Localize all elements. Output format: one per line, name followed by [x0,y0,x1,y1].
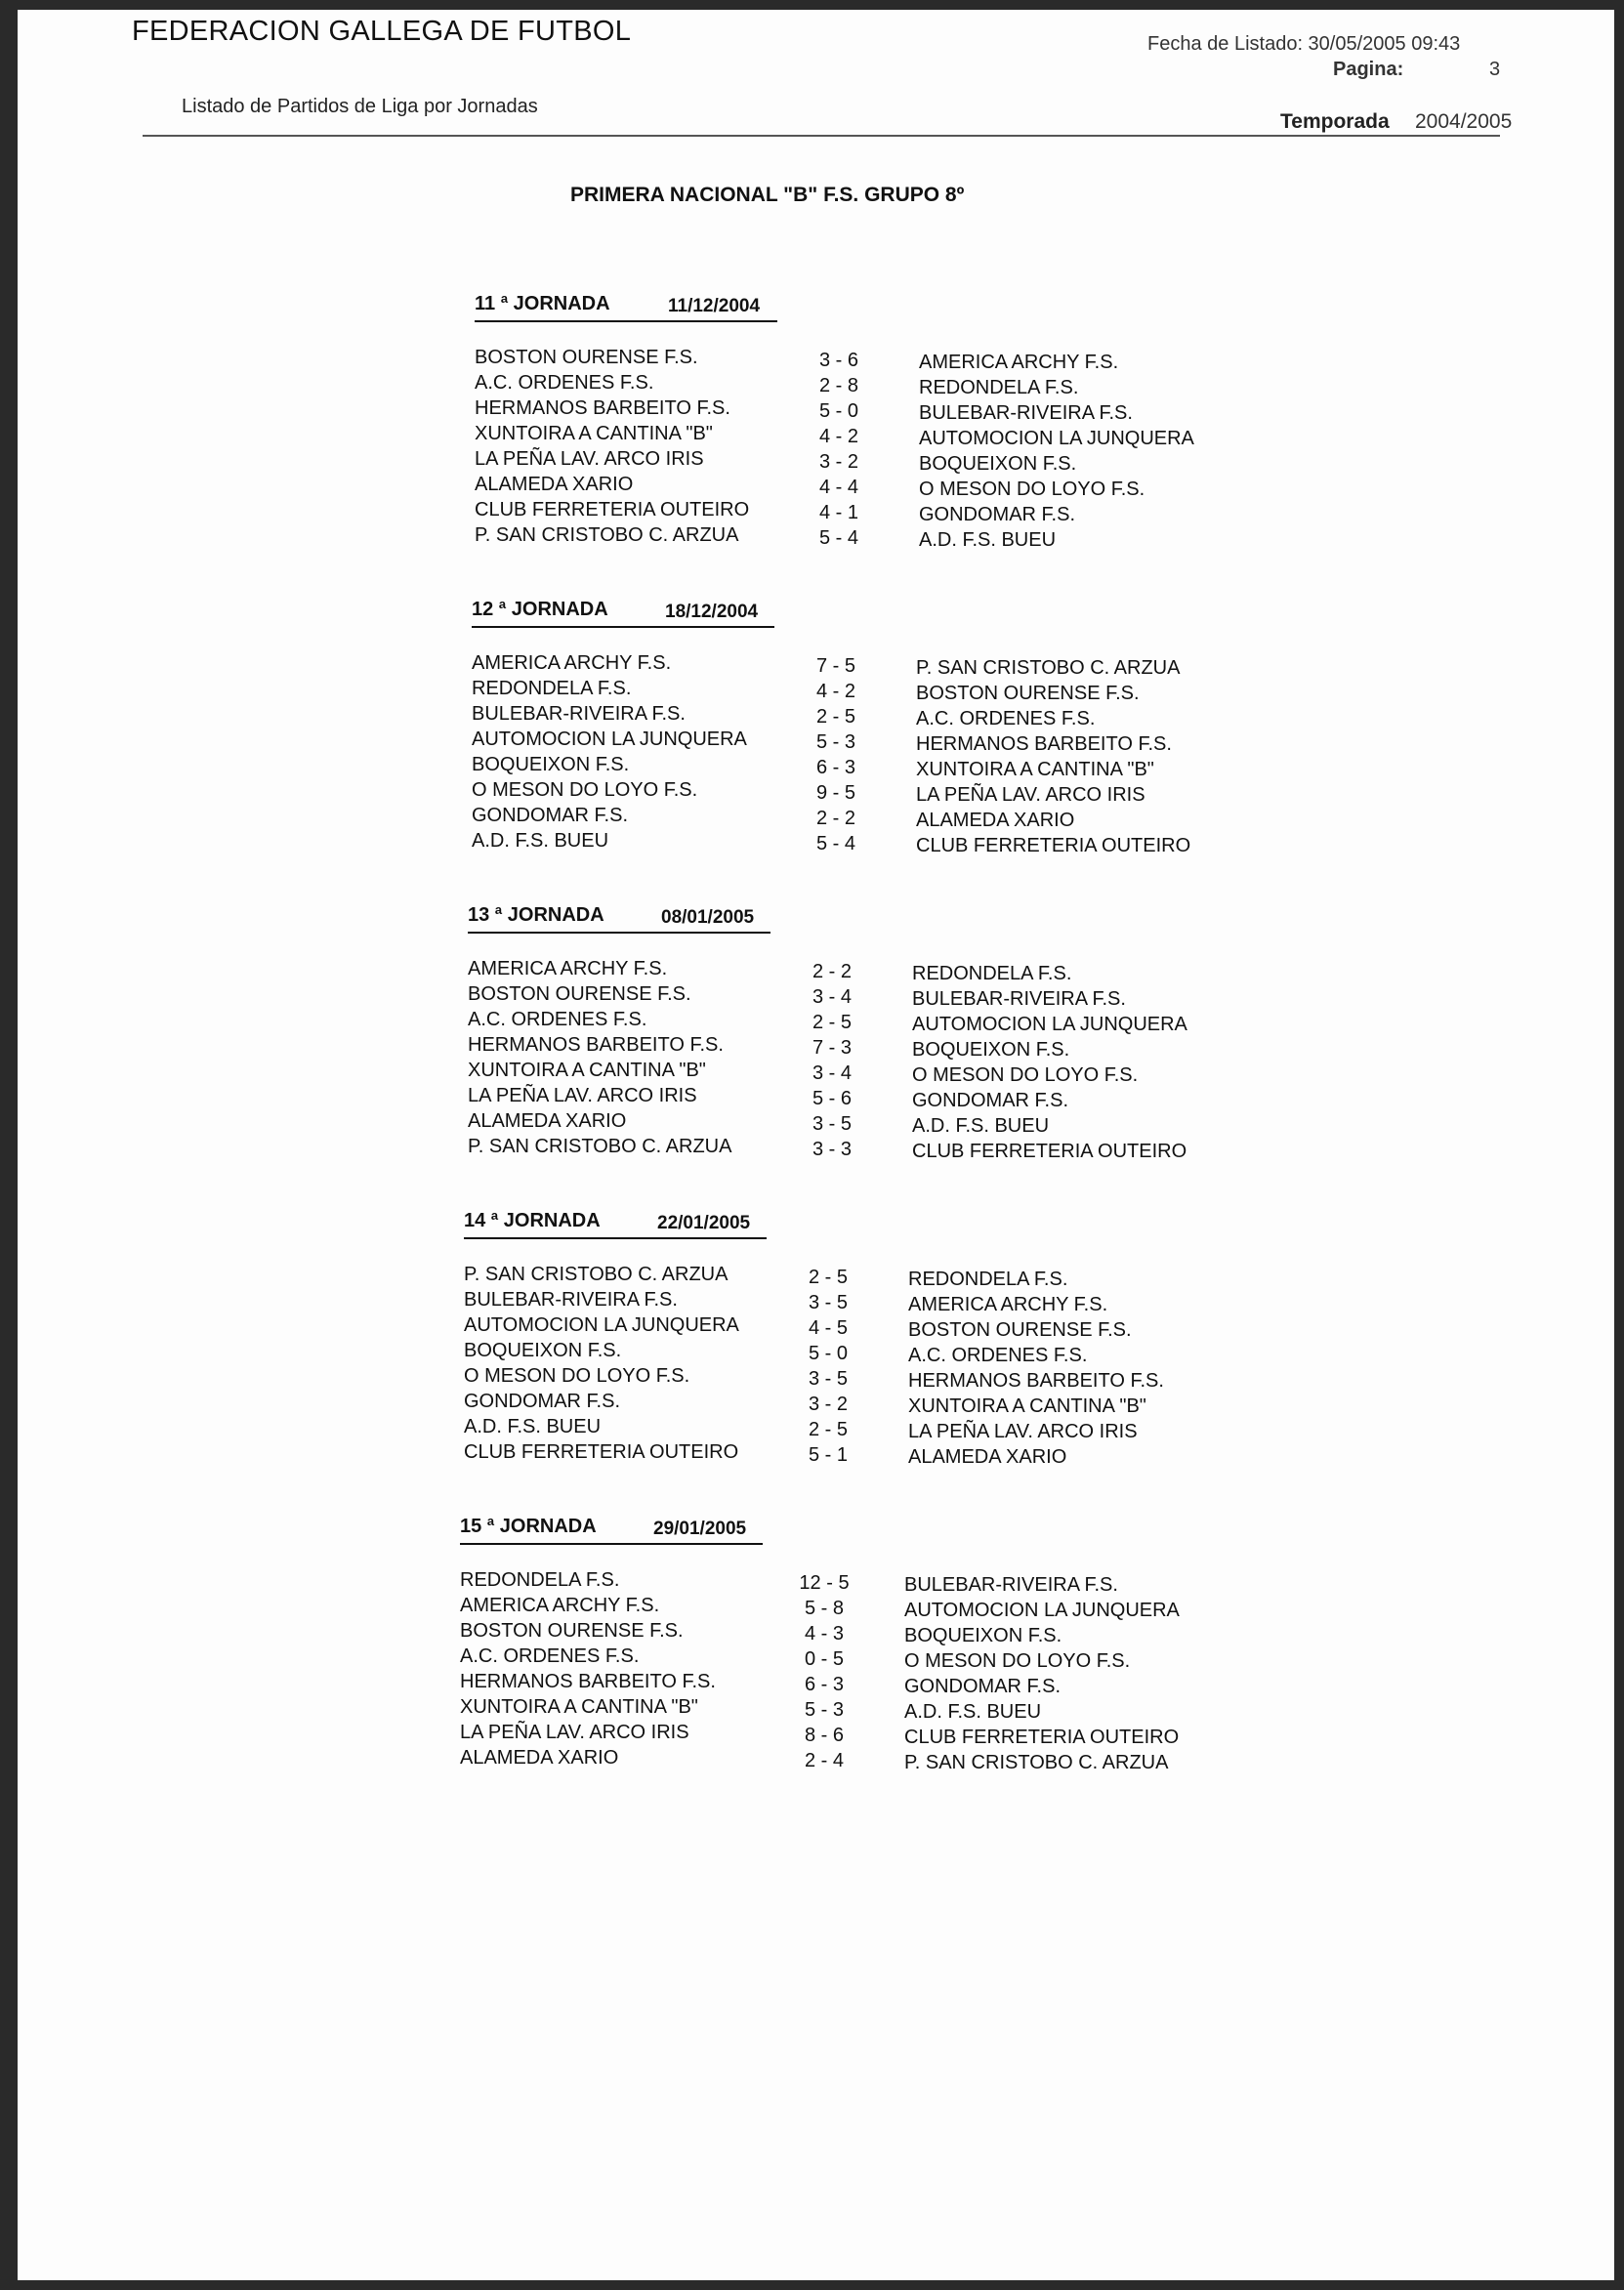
away-team: AMERICA ARCHY F.S. [919,352,1119,373]
home-team: BULEBAR-RIVEIRA F.S. [464,1289,678,1311]
away-team: A.D. F.S. BUEU [904,1701,1042,1723]
jornada-header [460,1516,763,1545]
match-row [464,1264,1245,1289]
report-title: Listado de Partidos de Liga por Jornadas [182,96,538,117]
home-team: XUNTOIRA A CANTINA "B" [468,1060,706,1081]
page-label: Pagina: [1333,59,1404,80]
away-team: BULEBAR-RIVEIRA F.S. [919,402,1133,424]
home-team: AUTOMOCION LA JUNQUERA [464,1314,739,1336]
match-row [468,1034,1249,1060]
away-team: BOQUEIXON F.S. [912,1039,1070,1061]
home-team: A.C. ORDENES F.S. [468,1009,647,1030]
home-team: HERMANOS BARBEITO F.S. [475,397,730,419]
match-row [468,983,1249,1009]
home-team: LA PEÑA LAV. ARCO IRIS [460,1722,689,1743]
home-team: A.D. F.S. BUEU [472,830,609,852]
match-row [475,524,1256,550]
match-row [475,423,1256,448]
match-row [472,703,1253,729]
match-row [468,1060,1249,1085]
home-team: BULEBAR-RIVEIRA F.S. [472,703,686,725]
match-score: 3 - 2 [808,1394,849,1415]
away-team: A.D. F.S. BUEU [912,1115,1050,1137]
jornada-date: 18/12/2004 [665,602,759,622]
match-score: 4 - 3 [804,1623,845,1645]
jornada-title: 12 ª JORNADA [472,599,608,620]
away-team: CLUB FERRETERIA OUTEIRO [916,835,1191,856]
away-team: AMERICA ARCHY F.S. [908,1294,1108,1315]
match-score: 4 - 1 [818,502,859,523]
home-team: P. SAN CRISTOBO C. ARZUA [464,1264,729,1285]
match-score: 6 - 3 [804,1674,845,1695]
away-team: AUTOMOCION LA JUNQUERA [904,1600,1180,1621]
match-row [472,805,1253,830]
away-team: REDONDELA F.S. [912,963,1072,984]
match-row [464,1289,1245,1314]
match-row [460,1747,1241,1772]
home-team: P. SAN CRISTOBO C. ARZUA [475,524,739,546]
home-team: LA PEÑA LAV. ARCO IRIS [475,448,704,470]
match-row [475,499,1256,524]
match-row [460,1722,1241,1747]
away-team: GONDOMAR F.S. [904,1676,1062,1697]
match-score: 5 - 1 [808,1444,849,1466]
jornada-block [460,1516,1241,1782]
season-value: 2004/2005 [1415,110,1513,133]
match-row [475,347,1256,372]
jornada-header [472,599,774,628]
document-page [18,10,1614,2280]
match-score: 5 - 4 [818,527,859,549]
match-score: 2 - 5 [808,1419,849,1440]
match-score: 4 - 4 [818,477,859,498]
home-team: ALAMEDA XARIO [468,1110,627,1132]
match-score: 6 - 3 [815,757,856,778]
jornada-header [464,1210,767,1239]
away-team: LA PEÑA LAV. ARCO IRIS [908,1421,1138,1442]
away-team: BOQUEIXON F.S. [919,453,1077,475]
home-team: CLUB FERRETERIA OUTEIRO [464,1441,739,1463]
jornada-header [468,904,770,934]
away-team: BOSTON OURENSE F.S. [908,1319,1132,1341]
match-score: 7 - 5 [815,655,856,677]
jornada-block [472,599,1253,865]
match-row [460,1696,1241,1722]
match-row [468,1009,1249,1034]
away-team: XUNTOIRA A CANTINA "B" [908,1395,1146,1417]
away-team: LA PEÑA LAV. ARCO IRIS [916,784,1145,806]
match-row [475,397,1256,423]
match-row [464,1314,1245,1340]
match-score: 8 - 6 [804,1725,845,1746]
away-team: A.D. F.S. BUEU [919,529,1057,551]
match-score: 3 - 2 [818,451,859,473]
match-score: 5 - 3 [804,1699,845,1721]
away-team: BULEBAR-RIVEIRA F.S. [904,1574,1118,1596]
away-team: P. SAN CRISTOBO C. ARZUA [916,657,1181,679]
match-row [468,1085,1249,1110]
home-team: O MESON DO LOYO F.S. [464,1365,690,1387]
match-row [472,729,1253,754]
home-team: ALAMEDA XARIO [460,1747,619,1769]
home-team: BOQUEIXON F.S. [472,754,630,775]
match-row [472,830,1253,855]
match-row [468,958,1249,983]
home-team: ALAMEDA XARIO [475,474,634,495]
match-score: 2 - 5 [808,1267,849,1288]
home-team: A.D. F.S. BUEU [464,1416,602,1437]
away-team: HERMANOS BARBEITO F.S. [916,733,1172,755]
match-score: 2 - 8 [818,375,859,396]
match-score: 5 - 8 [804,1598,845,1619]
home-team: A.C. ORDENES F.S. [460,1645,640,1667]
home-team: XUNTOIRA A CANTINA "B" [460,1696,698,1718]
home-team: CLUB FERRETERIA OUTEIRO [475,499,750,520]
away-team: O MESON DO LOYO F.S. [912,1064,1139,1086]
away-team: XUNTOIRA A CANTINA "B" [916,759,1154,780]
away-team: P. SAN CRISTOBO C. ARZUA [904,1752,1169,1773]
match-row [472,652,1253,678]
match-row [475,448,1256,474]
jornada-title: 13 ª JORNADA [468,904,604,926]
match-score: 3 - 6 [818,350,859,371]
away-team: GONDOMAR F.S. [919,504,1076,525]
home-team: O MESON DO LOYO F.S. [472,779,698,801]
jornada-title: 14 ª JORNADA [464,1210,601,1231]
competition-title: PRIMERA NACIONAL "B" F.S. GRUPO 8º [570,184,965,206]
home-team: A.C. ORDENES F.S. [475,372,654,394]
home-team: REDONDELA F.S. [472,678,632,699]
home-team: P. SAN CRISTOBO C. ARZUA [468,1136,732,1157]
match-row [460,1645,1241,1671]
home-team: BOSTON OURENSE F.S. [468,983,691,1005]
match-row [464,1340,1245,1365]
match-score: 4 - 2 [818,426,859,447]
match-score: 2 - 5 [815,706,856,728]
away-team: REDONDELA F.S. [919,377,1079,398]
match-score: 9 - 5 [815,782,856,804]
home-team: AMERICA ARCHY F.S. [460,1595,660,1616]
listing-date: Fecha de Listado: 30/05/2005 09:43 [1147,33,1461,55]
match-row [468,1110,1249,1136]
match-score: 3 - 5 [812,1113,853,1135]
season-label: Temporada [1280,110,1390,133]
jornada-title: 11 ª JORNADA [475,293,610,314]
match-score: 2 - 4 [804,1750,845,1771]
away-team: ALAMEDA XARIO [908,1446,1067,1468]
match-row [468,1136,1249,1161]
home-team: AMERICA ARCHY F.S. [472,652,672,674]
match-row [464,1391,1245,1416]
away-team: BOQUEIXON F.S. [904,1625,1062,1646]
match-score: 0 - 5 [804,1648,845,1670]
home-team: AUTOMOCION LA JUNQUERA [472,729,747,750]
away-team: CLUB FERRETERIA OUTEIRO [912,1141,1187,1162]
match-score: 7 - 3 [812,1037,853,1059]
match-score: 5 - 6 [812,1088,853,1109]
match-score: 3 - 4 [812,986,853,1008]
away-team: GONDOMAR F.S. [912,1090,1069,1111]
away-team: AUTOMOCION LA JUNQUERA [912,1014,1187,1035]
match-score: 2 - 5 [812,1012,853,1033]
match-row [472,754,1253,779]
match-row [475,474,1256,499]
jornada-title: 15 ª JORNADA [460,1516,597,1537]
home-team: LA PEÑA LAV. ARCO IRIS [468,1085,697,1106]
home-team: GONDOMAR F.S. [464,1391,621,1412]
home-team: BOSTON OURENSE F.S. [475,347,698,368]
match-score: 5 - 4 [815,833,856,854]
away-team: O MESON DO LOYO F.S. [904,1650,1131,1672]
home-team: GONDOMAR F.S. [472,805,629,826]
match-row [472,678,1253,703]
match-score: 4 - 2 [815,681,856,702]
match-row [460,1595,1241,1620]
jornada-date: 11/12/2004 [668,296,761,316]
match-row [475,372,1256,397]
away-team: O MESON DO LOYO F.S. [919,479,1145,500]
match-score: 3 - 5 [808,1292,849,1313]
match-row [472,779,1253,805]
match-score: 3 - 4 [812,1062,853,1084]
away-team: ALAMEDA XARIO [916,810,1075,831]
away-team: HERMANOS BARBEITO F.S. [908,1370,1164,1392]
match-row [464,1416,1245,1441]
match-score: 2 - 2 [812,961,853,982]
away-team: BULEBAR-RIVEIRA F.S. [912,988,1126,1010]
match-row [464,1441,1245,1467]
match-score: 4 - 5 [808,1317,849,1339]
organization-name: FEDERACION GALLEGA DE FUTBOL [132,16,632,47]
away-team: BOSTON OURENSE F.S. [916,683,1140,704]
match-score: 5 - 0 [818,400,859,422]
jornada-block [464,1210,1245,1477]
match-score: 2 - 2 [815,808,856,829]
match-score: 3 - 3 [812,1139,853,1160]
away-team: REDONDELA F.S. [908,1269,1068,1290]
home-team: REDONDELA F.S. [460,1569,620,1591]
match-score: 3 - 5 [808,1368,849,1390]
away-team: AUTOMOCION LA JUNQUERA [919,428,1194,449]
home-team: XUNTOIRA A CANTINA "B" [475,423,713,444]
jornada-date: 22/01/2005 [657,1213,751,1233]
home-team: HERMANOS BARBEITO F.S. [468,1034,724,1056]
away-team: CLUB FERRETERIA OUTEIRO [904,1727,1180,1748]
match-row [460,1671,1241,1696]
home-team: BOQUEIXON F.S. [464,1340,622,1361]
match-row [464,1365,1245,1391]
match-row [460,1569,1241,1595]
page-number: 3 [1489,59,1501,80]
jornada-block [468,904,1249,1171]
match-score: 12 - 5 [799,1572,850,1594]
match-score: 5 - 0 [808,1343,849,1364]
away-team: A.C. ORDENES F.S. [916,708,1096,729]
jornada-header [475,293,777,322]
home-team: BOSTON OURENSE F.S. [460,1620,684,1642]
match-row [460,1620,1241,1645]
home-team: AMERICA ARCHY F.S. [468,958,668,979]
home-team: HERMANOS BARBEITO F.S. [460,1671,716,1692]
header-divider [143,135,1500,137]
jornada-date: 08/01/2005 [661,907,755,928]
jornada-block [475,293,1256,560]
away-team: A.C. ORDENES F.S. [908,1345,1088,1366]
match-score: 5 - 3 [815,731,856,753]
jornada-date: 29/01/2005 [653,1519,747,1539]
